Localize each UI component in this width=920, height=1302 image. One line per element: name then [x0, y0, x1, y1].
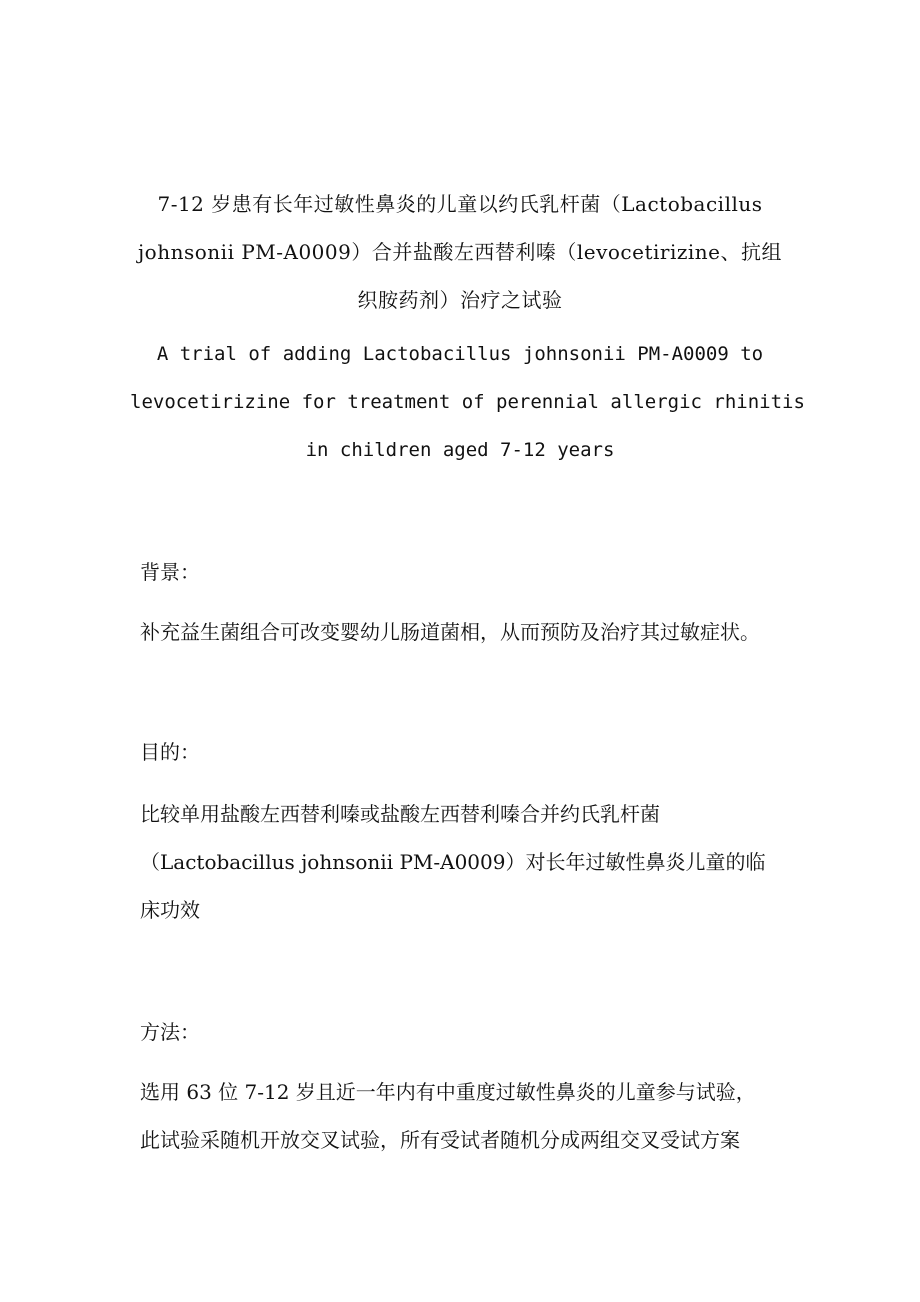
- objective-line-1: 比较单用盐酸左西替利嗪或盐酸左西替利嗪合并约氏乳杆菌: [140, 802, 660, 826]
- english-title: [130, 330, 805, 474]
- methods-line-2: 此试验采随机开放交叉试验，所有受试者随机分成两组交叉受试方案: [140, 1128, 740, 1152]
- objective-body: [140, 790, 800, 934]
- methods-body: [140, 1068, 800, 1164]
- methods-heading: 方法：: [140, 1020, 200, 1044]
- chinese-title: [130, 180, 790, 324]
- objective-section: [140, 728, 800, 776]
- background-heading: 背景：: [140, 560, 200, 584]
- english-title-line-1: A trial of adding Lactobacillus johnsonii PM-A0009 to: [156, 343, 764, 365]
- chinese-title-line-2: johnsonii PM-A0009）合并盐酸左西替利嗪（levocetirizine、抗组: [137, 240, 783, 264]
- background-text: 补充益生菌组合可改变婴幼儿肠道菌相，从而预防及治疗其过敏症状。: [140, 620, 760, 644]
- objective-line-2: （Lactobacillus johnsonii PM-A0009）对长年过敏性鼻炎儿童的临: [140, 850, 766, 874]
- background-section: [140, 548, 800, 596]
- background-body: [140, 608, 800, 656]
- chinese-title-line-1: 7-12 岁患有长年过敏性鼻炎的儿童以约氏乳杆菌（Lactobacillus: [157, 192, 763, 216]
- objective-line-3: 床功效: [140, 898, 200, 922]
- methods-section: [140, 1008, 800, 1056]
- objective-heading: 目的：: [140, 740, 200, 764]
- english-title-line-2: levocetirizine for treatment of perennial allergic rhinitis: [130, 391, 805, 413]
- methods-line-1: 选用 63 位 7-12 岁且近一年内有中重度过敏性鼻炎的儿童参与试验，: [140, 1080, 756, 1104]
- english-title-line-3: in children aged 7-12 years: [305, 439, 615, 461]
- chinese-title-line-3: 织胺药剂）治疗之试验: [357, 288, 563, 312]
